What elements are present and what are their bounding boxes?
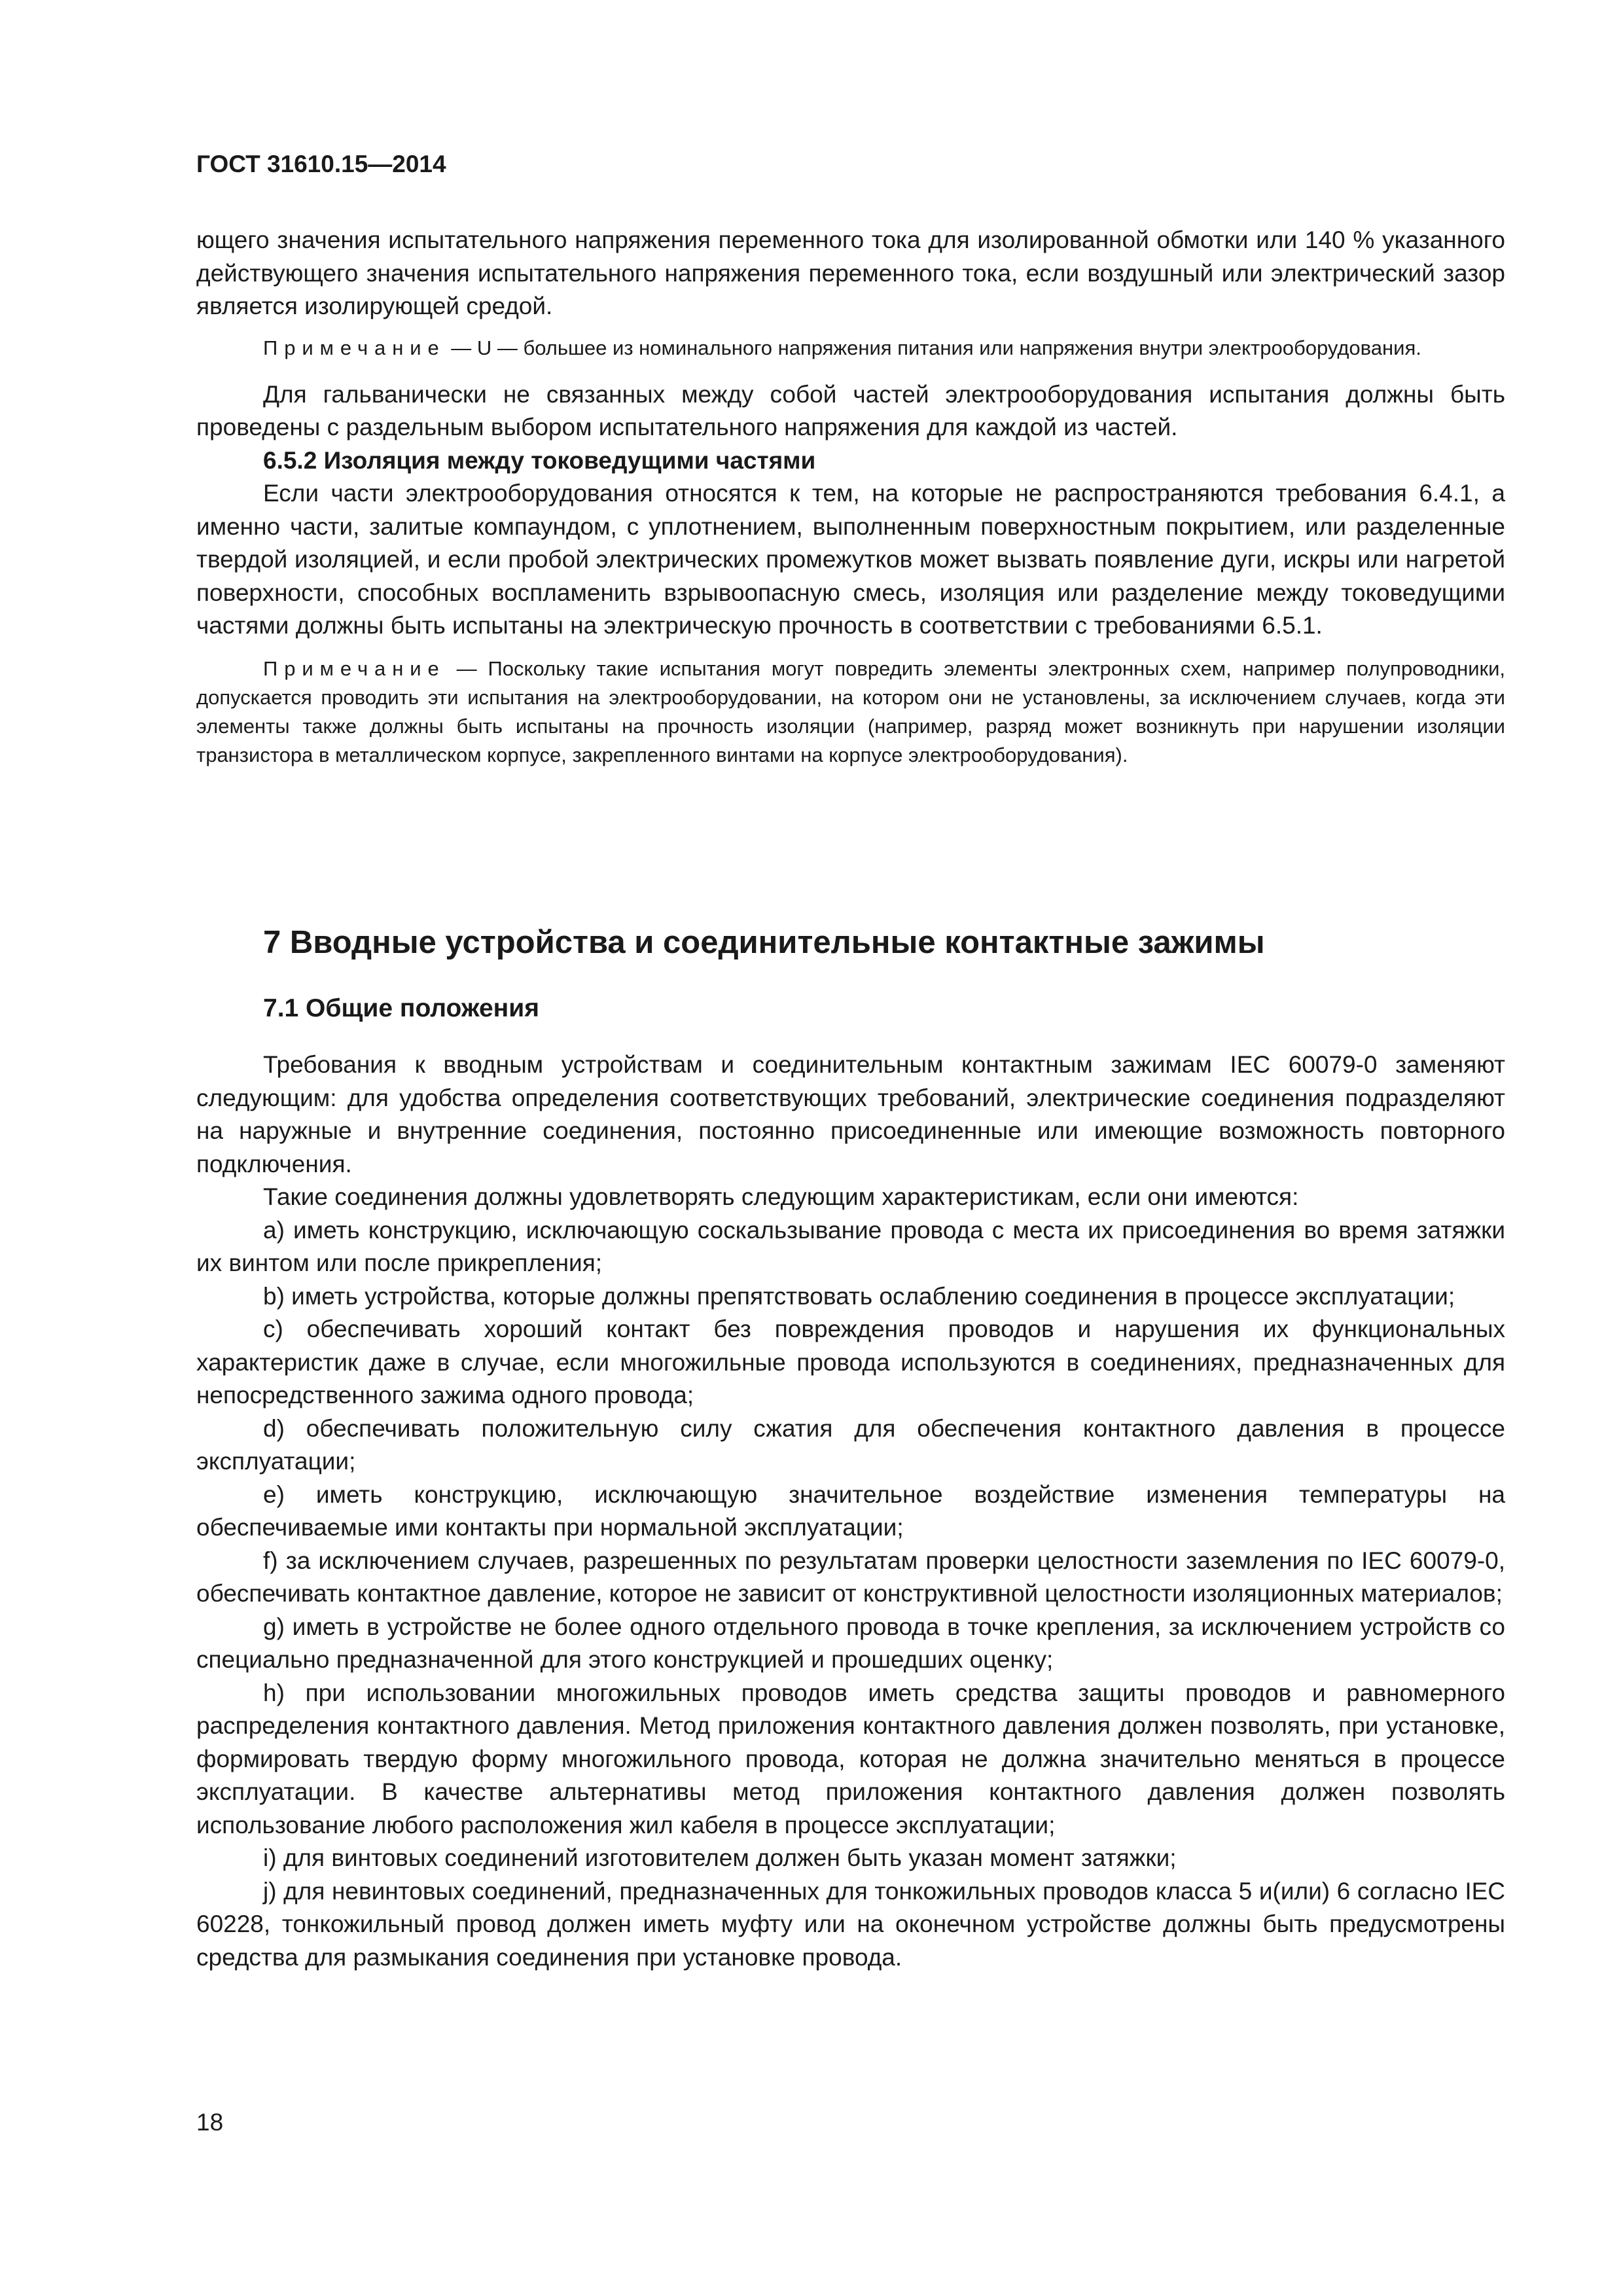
list-item-a: а) иметь конструкцию, исключающую соскальзывание провода с места их присоединения во время затяжки их винтом или после прикрепления; (196, 1216, 1505, 1276)
list-item-g: g) иметь в устройстве не более одного отдельного провода в точке крепления, за исключением устройств со специально предназначенной для этого конструкцией и прошедших оценку; (196, 1613, 1505, 1673)
note-label: Примечание (263, 336, 446, 359)
list-item-i: i) для винтовых соединений изготовителем должен быть указан момент затяжки; (263, 1844, 1177, 1871)
document-header: ГОСТ 31610.15—2014 (196, 151, 446, 177)
list-item-j: j) для невинтовых соединений, предназначенных для тонкожильных проводов класса 5 и(или) 6 согласно IEC 60228, тонкожильный провод должен иметь муфту или на оконечном устройстве должны быть предусмотрены средства для размыкания соединения при установке провода. (196, 1877, 1505, 1971)
galvanic-paragraph: Для гальванически не связанных между собой частей электрооборудования испытания должны быть проведены с раздельным выбором испытательного напряжения для каждой из частей. (196, 380, 1505, 440)
continuation-paragraph: ющего значения испытательного напряжения переменного тока для изолированной обмотки или 140 % указанного действующего значения испытательного напряжения переменного тока, если воздушный или электрический зазор является изолирующей средой. (196, 226, 1505, 319)
intro-block (196, 224, 1505, 770)
note-text: — Поскольку такие испытания могут повредить элементы электронных схем, например полупроводники, допускается проводить эти испытания на электрооборудовании, на котором они не установлены, за исключением случаев, когда эти элементы также должны быть испытаны на прочность изоляции (например, разряд может возникнуть при нарушении изоляции транзистора в металлическом корпусе, закрепленного винтами на корпусе электрооборудования). (196, 656, 1505, 766)
page-number: 18 (196, 2109, 224, 2136)
note-u-voltage (196, 334, 1505, 363)
note-electronics (196, 655, 1505, 770)
list-item-f: f) за исключением случаев, разрешенных по результатам проверки целостности заземления по IEC 60079-0, обеспечивать контактное давление, которое не зависит от конструктивной целостности изоляционных материалов; (196, 1547, 1505, 1607)
list-item-b: b) иметь устройства, которые должны препятствовать ослаблению соединения в процессе эксплуатации; (263, 1282, 1455, 1310)
section-6-5-2-paragraph: Если части электрооборудования относятся к тем, на которые не распространяются требования 6.4.1, а именно части, залитые компаундом, с уплотнением, выполненным поверхностным покрытием, или разделенные твердой изоляцией, и если пробой электрических промежутков может вызвать появление дуги, искры или нагретой поверхности, способных воспламенить взрывоопасную смесь, изоляция или разделение между токоведущими частями должны быть испытаны на электрическую прочность в соответствии с требованиями 6.5.1. (196, 480, 1505, 639)
note-label: Примечание (263, 656, 446, 680)
section-7-heading: 7 Вводные устройства и соединительные контактные зажимы (263, 925, 1265, 960)
section-7-1-paragraph: Требования к вводным устройствам и соединительным контактным зажимам IEC 60079-0 заменяют следующим: для удобства определения соответствующих требований, электрические соединения подразделяют на наружные и внутренние соединения, постоянно присоединенные или имеющие возможность повторного подключения. (196, 1051, 1505, 1177)
list-item-c: c) обеспечивать хороший контакт без повреждения проводов и нарушения их функциональных характеристик даже в случае, если многожильные провода используются в соединениях, предназначенных для непосредственного зажима одного провода; (196, 1316, 1505, 1408)
characteristics-intro: Такие соединения должны удовлетворять следующим характеристикам, если они имеются: (263, 1183, 1299, 1210)
section-6-5-2-heading: 6.5.2 Изоляция между токоведущими частями (263, 446, 816, 474)
list-item-e: e) иметь конструкцию, исключающую значительное воздействие изменения температуры на обеспечиваемые ими контакты при нормальной эксплуатации; (196, 1480, 1505, 1541)
section-7-1-heading: 7.1 Общие положения (263, 994, 539, 1022)
section-7-block (196, 926, 1505, 1974)
list-item-h: h) при использовании многожильных проводов иметь средства защиты проводов и равномерного распределения контактного давления. Метод приложения контактного давления должен позволять, при установке, формировать твердую форму многожильного провода, которая не должна значительно меняться в процессе эксплуатации. В качестве альтернативы метод приложения контактного давления должен позволять использование любого расположения жил кабеля в процессе эксплуатации; (196, 1679, 1505, 1839)
note-text: — U — большее из номинального напряжения питания или напряжения внутри электрооборудования. (445, 336, 1421, 359)
list-item-d: d) обеспечивать положительную силу сжатия для обеспечения контактного давления в процессе эксплуатации; (196, 1414, 1505, 1475)
